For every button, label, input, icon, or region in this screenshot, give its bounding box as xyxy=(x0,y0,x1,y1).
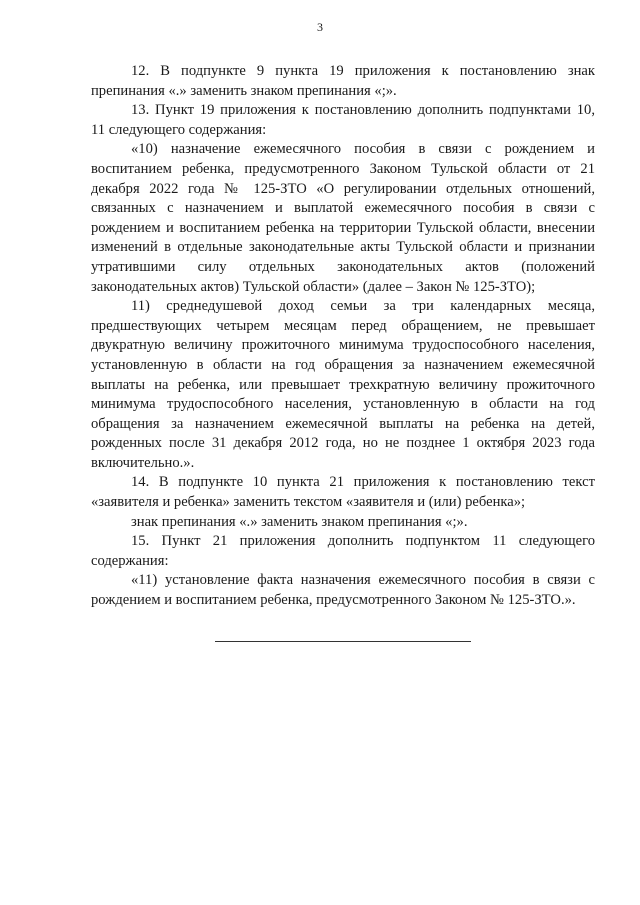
document-body xyxy=(91,62,595,611)
paragraph-item-14-punctuation: знак препинания «.» заменить знаком препинания «;». xyxy=(131,513,468,530)
paragraph-item-12: 12. В подпункте 9 пункта 19 приложения к постановлению знак препинания «.» заменить знаком препинания «;». xyxy=(91,63,595,99)
paragraph-item-13: 13. Пункт 19 приложения к постановлению дополнить подпунктами 10, 11 следующего содержания: xyxy=(91,102,595,138)
paragraph-item-15-subitem-11: «11) установление факта назначения ежемесячного пособия в связи с рождением и воспитанием ребенка, предусмотренного Законом № 125-ЗТО.». xyxy=(91,572,595,609)
paragraph-subitem-11: 11) среднедушевой доход семьи за три календарных месяца, предшествующих четырем месяцам перед обращением, не превышает двукратную величину прожиточного минимума трудоспособного населения, установленную в области на год обращения за назначением ежемесячной выплаты на ребенка, или превышает трехкратную величину прожиточного минимума трудоспособного населения, установленную в области на год обращения за назначением ежемесячной выплаты на ребенка на детей, рожденных после 31 декабря 2012 года, но не позднее 1 октября 2023 года включительно.». xyxy=(91,298,595,471)
paragraph-item-15: 15. Пункт 21 приложения дополнить подпунктом 11 следующего содержания: xyxy=(91,533,595,569)
page-number: 3 xyxy=(317,20,323,34)
end-separator-line xyxy=(215,641,471,642)
paragraph-item-14: 14. В подпункте 10 пункта 21 приложения к постановлению текст «заявителя и ребенка» заменить текстом «заявителя и (или) ребенка»; xyxy=(91,474,595,511)
paragraph-subitem-10: «10) назначение ежемесячного пособия в связи с рождением и воспитанием ребенка, предусмотренного Законом Тульской области от 21 декабря 2022 года № 125-ЗТО «О регулировании отдельных отношений, связанных с назначением и выплатой ежемесячного пособия в связи с рождением и воспитанием ребенка на территории Тульской области, внесении изменений в отдельные законодательные акты Тульской области и признании утратившими силу отдельных законодательных актов (положений законодательных актов) Тульской области» (далее – Закон № 125-ЗТО); xyxy=(91,141,595,295)
